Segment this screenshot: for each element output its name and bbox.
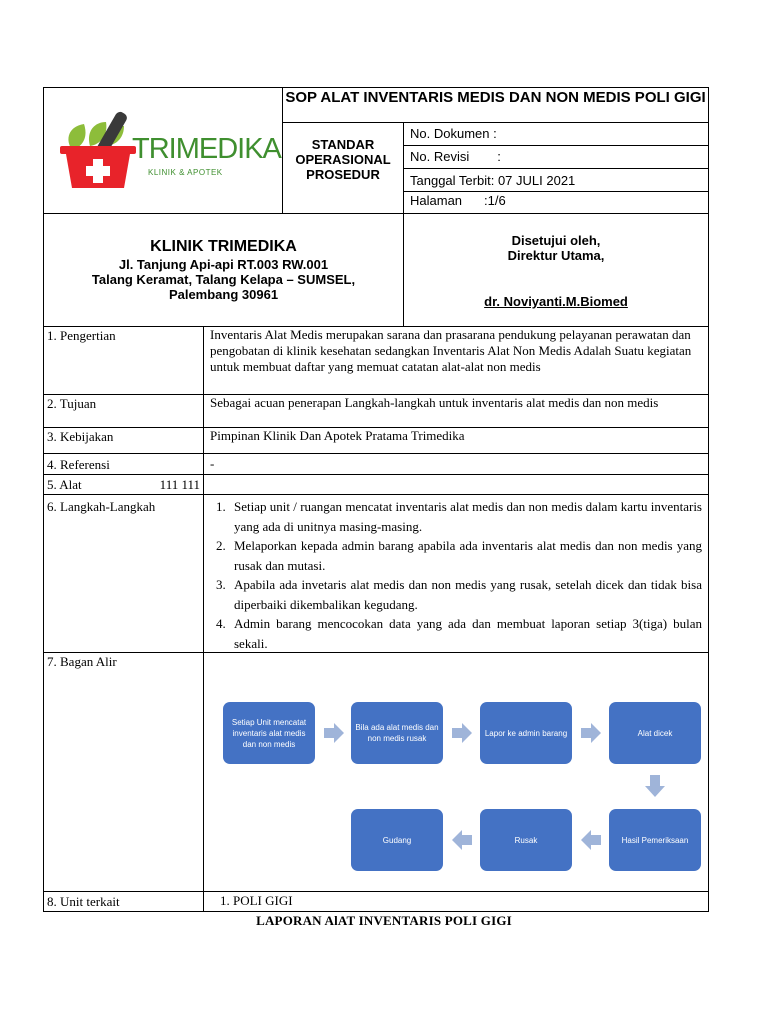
sop-type-label: STANDAR OPERASIONAL PROSEDUR [282,122,404,214]
logo-brand: TRIMEDIKA [132,133,281,165]
flow-box-dicek: Alat dicek [609,702,701,764]
clinic-address-2: Talang Keramat, Talang Kelapa – SUMSEL, [91,272,356,287]
logo-cell [43,87,283,214]
approval-signatory: dr. Noviyanti.M.Biomed [484,294,628,309]
label-pengertian: 1. Pengertian [43,326,204,395]
clinic-info [43,213,404,327]
label-alat: 5. Alat 111 111 [43,474,204,495]
clinic-address-1: Jl. Tanjung Api-api RT.003 RW.001 [118,257,329,272]
steps-list [210,497,702,653]
value-pengertian: Inventaris Alat Medis merupakan sarana dan prasarana pendukung pelayanan perawatan dan pengobatan di klinik kesehatan sedangkan Inventaris Alat Non Medis Adalah Suatu kegiatan untuk membuat daftar yang memuat catatan alat-alat non medis [203,326,709,395]
flow-box-rusak: Rusak [480,809,572,871]
step-item: 3. Apabila ada invetaris alat medis dan non medis yang rusak, setelah dicek dan tidak bisa diperbaiki dikembalikan kegudang. [216,577,702,612]
flow-box-hasil: Hasil Pemeriksaan [609,809,701,871]
arrow-left-icon [452,830,472,850]
flow-box-lapor: Lapor ke admin barang [480,702,572,764]
label-kebijakan: 3. Kebijakan [43,427,204,454]
approval-line-2: Direktur Utama, [507,248,605,263]
flow-box-gudang: Gudang [351,809,443,871]
label-unit-terkait: 8. Unit terkait [43,891,204,912]
label-referensi: 4. Referensi [43,453,204,475]
arrow-left-icon [581,830,601,850]
alat-extra: 111 111 [159,477,200,492]
value-alat [203,474,709,495]
value-referensi: - [203,453,709,475]
document-title: SOP ALAT INVENTARIS MEDIS DAN NON MEDIS POLI GIGI [282,87,709,123]
value-unit-terkait: 1. POLI GIGI [203,891,709,912]
logo-tagline: KLINIK & APOTEK [148,168,223,177]
value-langkah [203,494,709,653]
label-bagan-alir: 7. Bagan Alir [43,652,204,892]
value-tujuan: Sebagai acuan penerapan Langkah-langkah untuk inventaris alat medis dan non medis [203,394,709,428]
clinic-address-3: Palembang 30961 [168,287,279,302]
meta-tanggal-terbit: Tanggal Terbit: 07 JULI 2021 [403,168,709,192]
approval-block [403,213,709,327]
arrow-right-icon [452,723,472,743]
arrow-right-icon [324,723,344,743]
report-title: LAPORAN AlAT INVENTARIS POLI GIGI [256,913,512,928]
value-bagan-alir [203,652,709,892]
step-item: 4. Admin barang mencocokan data yang ada dan membuat laporan setiap 3(tiga) bulan sekali. [216,616,702,651]
arrow-down-icon [645,775,665,797]
value-kebijakan: Pimpinan Klinik Dan Apotek Pratama Trimedika [203,427,709,454]
meta-halaman: Halaman :1/6 [403,191,709,214]
approval-line-1: Disetujui oleh, [511,233,601,248]
label-langkah: 6. Langkah-Langkah [43,494,204,653]
flow-box-rusak-report: Bila ada alat medis dan non medis rusak [351,702,443,764]
arrow-right-icon [581,723,601,743]
step-item: 1. Setiap unit / ruangan mencatat inventaris alat medis dan non medis dalam kartu inventaris yang ada di unitnya masing-masing. [216,499,702,534]
meta-no-dokumen: No. Dokumen : [403,122,709,146]
flow-box-catat: Setiap Unit mencatat inventaris alat medis dan non medis [223,702,315,764]
step-item: 2. Melaporkan kepada admin barang apabila ada inventaris alat medis dan non medis yang rusak dan mutasi. [216,538,702,573]
flowchart [204,653,708,891]
meta-no-revisi: No. Revisi : [403,145,709,169]
label-tujuan: 2. Tujuan [43,394,204,428]
clinic-name: KLINIK TRIMEDIKA [150,238,297,255]
